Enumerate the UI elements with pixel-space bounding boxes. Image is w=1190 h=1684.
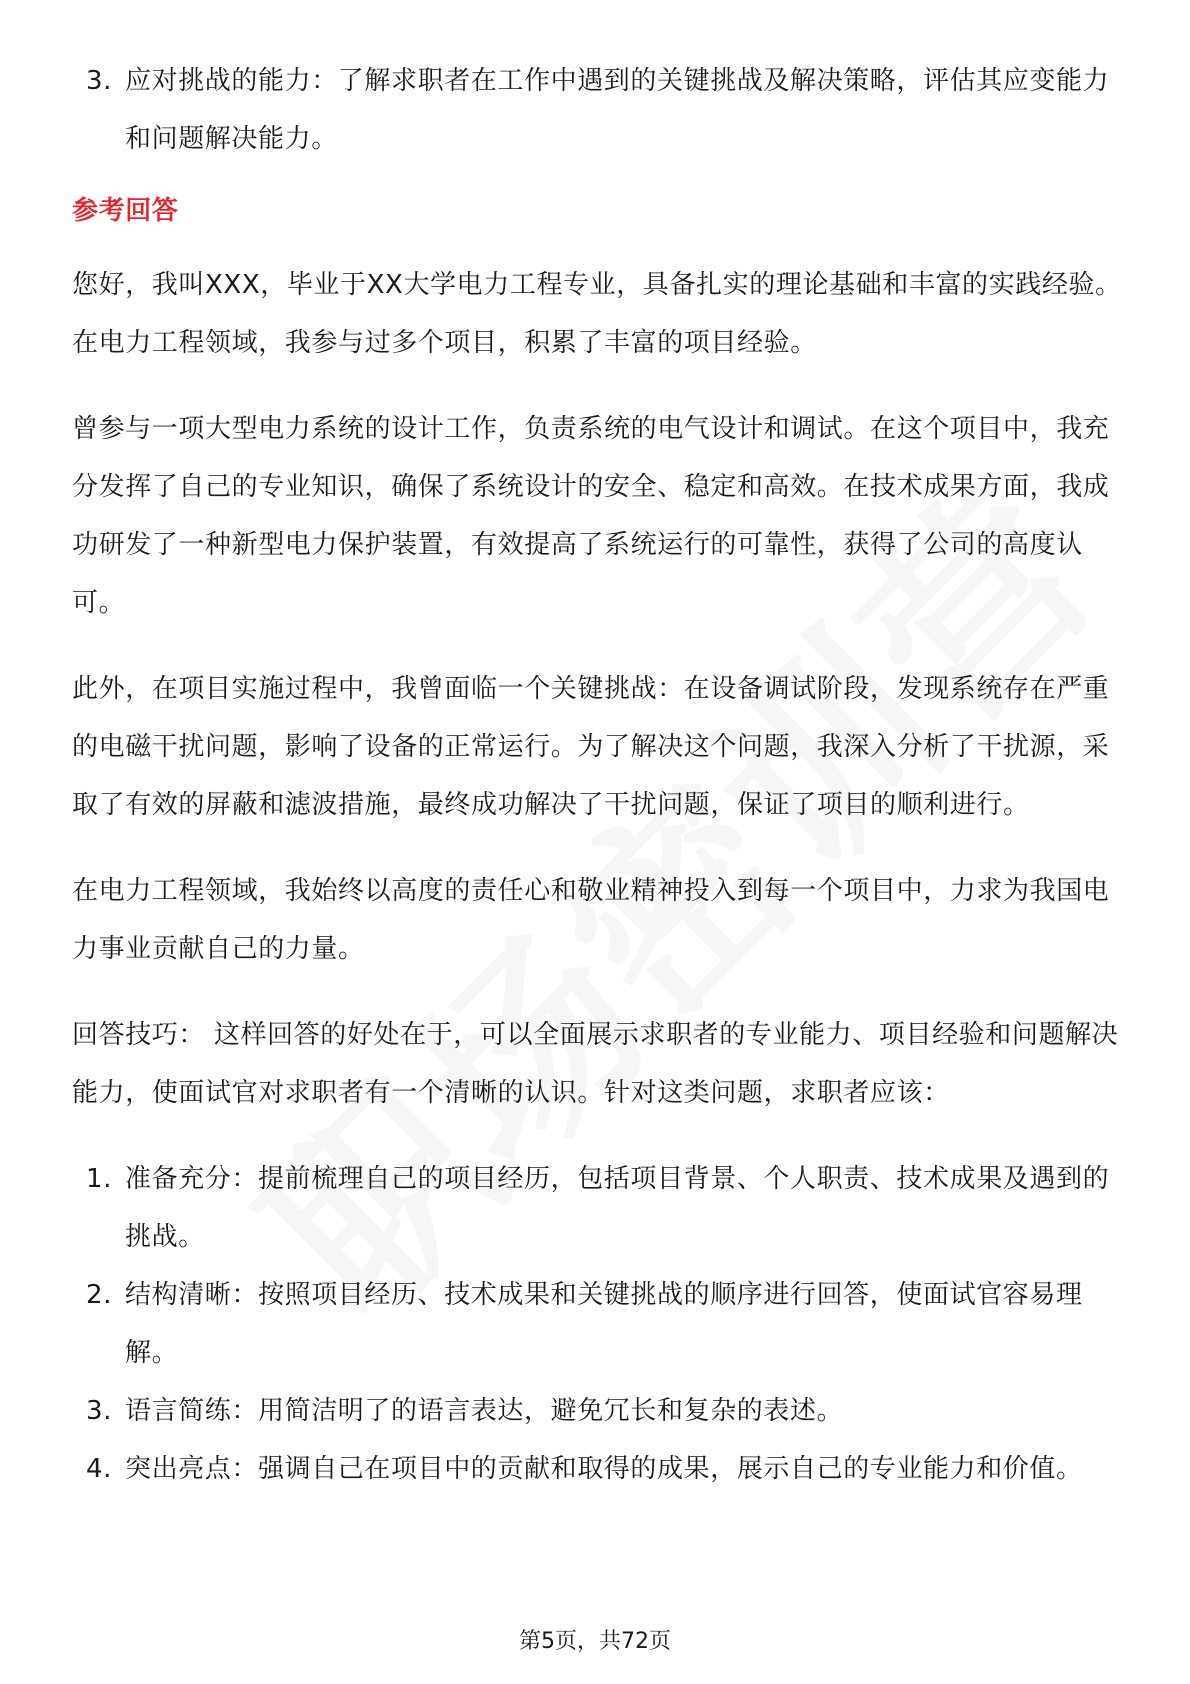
page-content: [72, 52, 1122, 1498]
list-item-text: 突出亮点：强调自己在项目中的贡献和取得的成果，展示自己的专业能力和价值。: [125, 1454, 1083, 1484]
answer-paragraph: 曾参与一项大型电力系统的设计工作，负责系统的电气设计和调试。在这个项目中，我充分发挥了自己的专业知识，确保了系统设计的安全、稳定和高效。在技术成果方面，我成功研发了一种新型电力保护装置，有效提高了系统运行的可靠性，获得了公司的高度认可。: [72, 414, 1110, 618]
criteria-list: [72, 52, 1122, 168]
list-number: 3.: [86, 66, 113, 96]
list-item-text: 准备充分：提前梳理自己的项目经历，包括项目背景、个人职责、技术成果及遇到的挑战。: [125, 1164, 1110, 1252]
list-item: [72, 1382, 1122, 1440]
list-number: 2.: [86, 1280, 113, 1310]
answer-paragraph: 在电力工程领域，我始终以高度的责任心和敬业精神投入到每一个项目中，力求为我国电力事业贡献自己的力量。: [72, 876, 1110, 964]
list-item: [72, 1440, 1122, 1498]
list-item-text: 结构清晰：按照项目经历、技术成果和关键挑战的顺序进行回答，使面试官容易理解。: [125, 1280, 1083, 1368]
answer-paragraph: 此外，在项目实施过程中，我曾面临一个关键挑战：在设备调试阶段，发现系统存在严重的电磁干扰问题，影响了设备的正常运行。为了解决这个问题，我深入分析了干扰源，采取了有效的屏蔽和滤波措施，最终成功解决了干扰问题，保证了项目的顺利进行。: [72, 674, 1110, 820]
list-item: [72, 1266, 1122, 1382]
list-item: [72, 1150, 1122, 1266]
list-number: 3.: [86, 1396, 113, 1426]
answer-paragraph: 您好，我叫XXX，毕业于XX大学电力工程专业，具备扎实的理论基础和丰富的实践经验。在电力工程领域，我参与过多个项目，积累了丰富的项目经验。: [72, 270, 1122, 358]
answer-tips-intro: 回答技巧： 这样回答的好处在于，可以全面展示求职者的专业能力、项目经验和问题解决能力，使面试官对求职者有一个清晰的认识。针对这类问题，求职者应该：: [72, 1020, 1119, 1108]
tips-list: [72, 1150, 1122, 1498]
page-footer: 第5页，共72页: [519, 1629, 671, 1654]
list-item-text: 应对挑战的能力：了解求职者在工作中遇到的关键挑战及解决策略，评估其应变能力和问题解决能力。: [125, 66, 1110, 154]
list-number: 1.: [86, 1164, 113, 1194]
section-heading: 参考回答: [72, 196, 179, 226]
list-item-text: 语言简练：用简洁明了的语言表达，避免冗长和复杂的表述。: [125, 1396, 844, 1426]
list-number: 4.: [86, 1454, 113, 1484]
list-item: [72, 52, 1122, 168]
